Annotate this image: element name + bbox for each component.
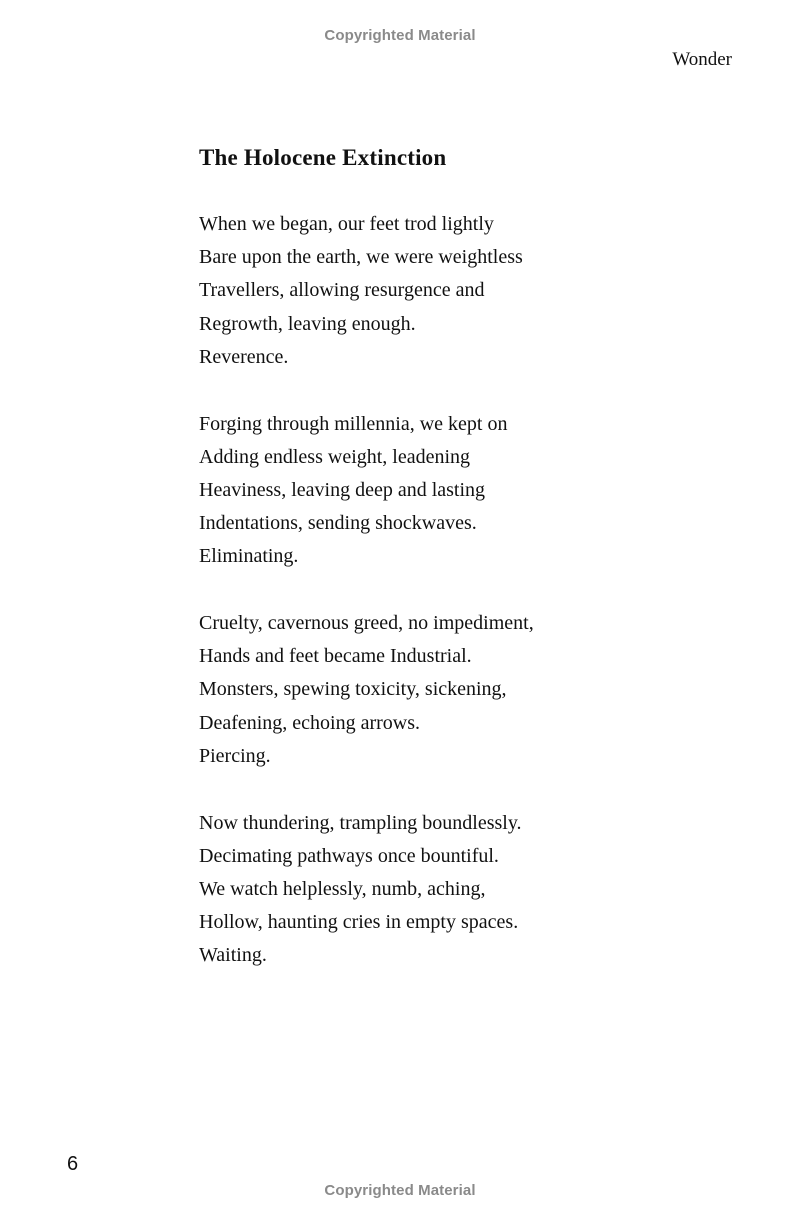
poem-line: We watch helplessly, numb, aching,: [199, 877, 486, 900]
page-number: 6: [67, 1153, 79, 1175]
poem-line: Forging through millennia, we kept on: [199, 412, 508, 435]
poem-line: Adding endless weight, leadening: [199, 445, 471, 468]
stanza-2: [199, 408, 719, 574]
poem-line: Heaviness, leaving deep and lasting: [199, 478, 486, 501]
poem-line: Regrowth, leaving enough.: [199, 312, 416, 335]
poem-line: Hollow, haunting cries in empty spaces.: [199, 911, 519, 934]
stanza-1: [199, 208, 719, 374]
poem-line: Reverence.: [199, 345, 289, 368]
watermark-top: Copyrighted Material: [324, 27, 476, 44]
poem-line: Deafening, echoing arrows.: [199, 711, 421, 734]
poem-line: Cruelty, cavernous greed, no impediment,: [199, 612, 534, 635]
poem-line: Travellers, allowing resurgence and: [199, 279, 485, 302]
watermark-bottom: Copyrighted Material: [324, 1182, 476, 1199]
poem-line: Hands and feet became Industrial.: [199, 645, 472, 668]
stanza-4: [199, 807, 719, 973]
poem-line: Indentations, sending shockwaves.: [199, 512, 477, 535]
poem-line: When we began, our feet trod lightly: [199, 213, 494, 235]
poem-line: Now thundering, trampling boundlessly.: [199, 811, 522, 834]
running-head: Wonder: [672, 49, 732, 70]
poem-line: Monsters, spewing toxicity, sickening,: [199, 678, 507, 701]
poem-line: Bare upon the earth, we were weightless: [199, 246, 523, 269]
poem-line: Eliminating.: [199, 545, 299, 568]
poem-line: Piercing.: [199, 744, 271, 767]
stanza-3: [199, 607, 719, 773]
poem-line: Decimating pathways once bountiful.: [199, 844, 499, 867]
poem-title: The Holocene Extinction: [199, 145, 447, 170]
poem: [199, 142, 719, 1006]
poem-line: Waiting.: [199, 944, 267, 967]
